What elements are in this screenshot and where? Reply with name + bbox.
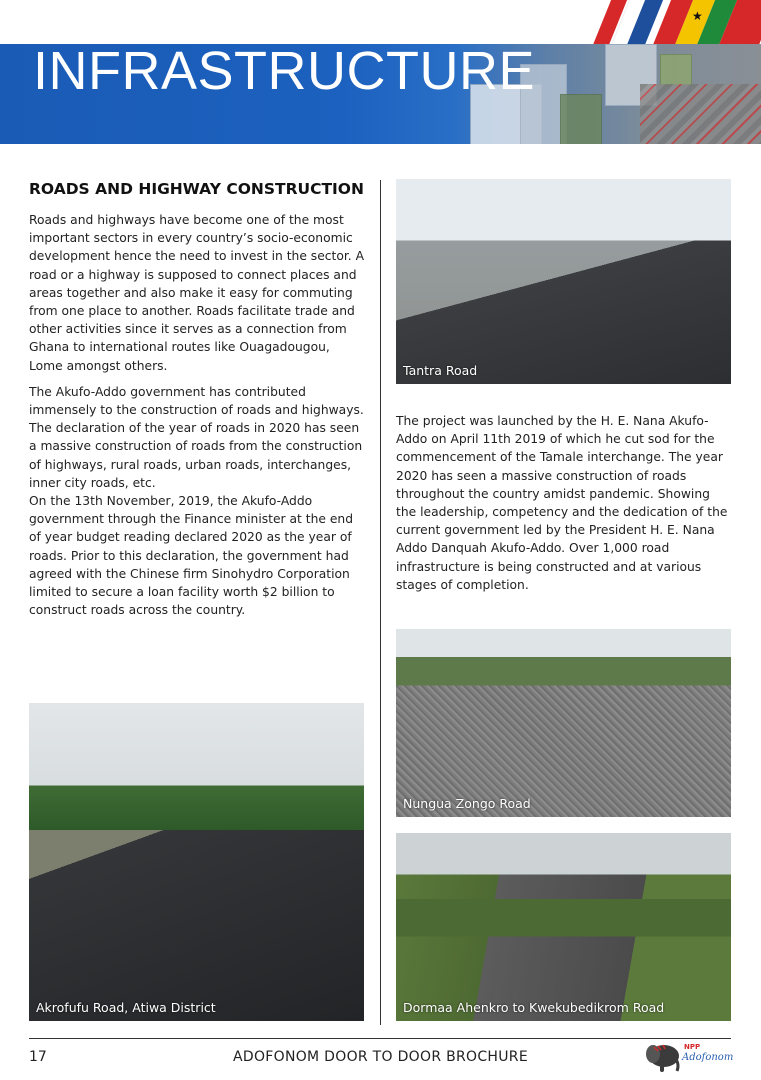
page-number: 17: [29, 1049, 47, 1065]
photo-nungua-zongo-road: [396, 629, 731, 817]
photo-akrofufu-road: [29, 703, 364, 1021]
paragraph-launch: The project was launched by the H. E. Nana Akufo-Addo on April 11th 2019 of which he cut sod for the commencement of the Tamale interchange. The year 2020 has seen a massive construction of roads throughout the country amidst pandemic. Showing the leadership, competency and the dedication of the current government led by the President H. E. Nana Addo Danquah Akufo-Addo. Over 1,000 road infrastructure is being constructed and at various stages of completion.: [396, 414, 728, 592]
logo-wordmark: Adofonom: [682, 1052, 734, 1063]
adofonom-logo: [644, 1040, 732, 1074]
footer-divider: [29, 1038, 731, 1039]
left-column: [29, 178, 366, 627]
photo-caption: Dormaa Ahenkro to Kwekubedikrom Road: [403, 1000, 665, 1015]
footer-title: ADOFONOM DOOR TO DOOR BROCHURE: [233, 1049, 528, 1065]
section-heading: ROADS AND HIGHWAY CONSTRUCTION: [29, 180, 364, 198]
paragraph-declaration: On the 13th November, 2019, the Akufo-Addo government through the Finance minister at the end of year budget reading declared 2020 as the year of roads. Prior to this declaration, the government had agreed with the Chinese firm Sinohydro Corporation limited to secure a loan facility worth $2 billion to construct roads across the country.: [29, 494, 354, 618]
column-divider: [380, 180, 381, 1025]
photo-dormaa-road: [396, 833, 731, 1021]
photo-caption: Akrofufu Road, Atiwa District: [36, 1000, 216, 1015]
photo-caption: Tantra Road: [403, 363, 478, 378]
star-icon: ★: [692, 9, 703, 23]
photo-caption: Nungua Zongo Road: [403, 796, 531, 811]
logo-party-label: NPP: [684, 1043, 701, 1051]
photo-tantra-road: [396, 179, 731, 384]
flag-stripes: [591, 0, 761, 44]
right-column-text: [396, 412, 734, 602]
elephant-icon: [644, 1041, 684, 1073]
paragraph-intro: Roads and highways have become one of the most important sectors in every country’s socio-economic development hence the need to invest in the sector. A road or a highway is supposed to connect places and areas together and also make it easy for commuting from one place to another. Roads facilitate trade and other activities since it serves as a connection from Ghana to international routes like Ouagadougou, Lome amongst others.: [29, 213, 365, 373]
paragraph-government: The Akufo-Addo government has contributed immensely to the construction of roads and highways. The declaration of the year of roads in 2020 has seen a massive construction of roads from the construction of highways, rural roads, urban roads, interchanges, inner city roads, etc.: [29, 384, 364, 490]
page-title: INFRASTRUCTURE: [33, 41, 535, 101]
